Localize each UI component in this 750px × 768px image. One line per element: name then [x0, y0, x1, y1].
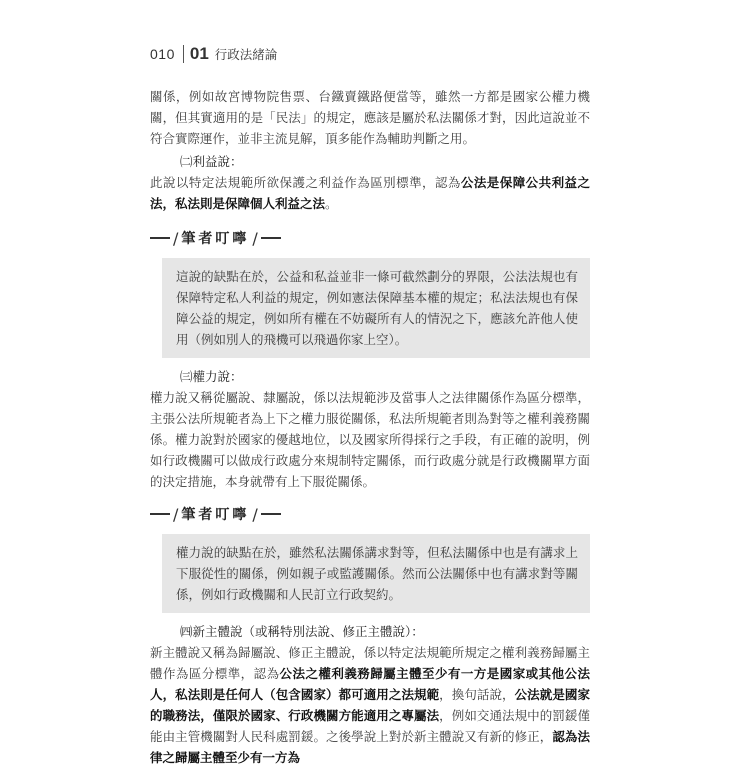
subject-text-c: ，換句話說，	[439, 687, 515, 702]
interest-text-a: 此說以特定法規範所欲保護之利益作為區別標準，認為	[150, 175, 461, 190]
power-theory-body: 權力說又稱從屬說、隸屬說，係以法規範涉及當事人之法律關係作為區分標準，主張公法所規範者為上下之權力服從關係，私法所規範者則為對等之權利義務關係。權力說對於國家的優越地位，以及國家所得採行之手段，有正確的說明，例如行政機關可以做成行政處分來規制特定關係，而行政處分就是行政機關單方面的決定措施，本身就帶有上下服從關係。	[150, 390, 590, 489]
subject-theory-heading: ㈣新主體說（或稱特別法說、修正主體說）：	[180, 624, 424, 639]
note-box-1: 這說的缺點在於，公益和私益並非一條可截然劃分的界限，公法法規也有保障特定私人利益的規定，例如憲法保障基本權的規定；私法法規也有保障公益的規定，例如所有權在不妨礙所有人的情況之下，應該允許他人使用（例如別人的飛機可以飛過你家上空）。	[162, 258, 590, 358]
page-content	[150, 86, 590, 768]
top-paragraph: 關係，例如故宮博物院售票、台鐵賣鐵路便當等，雖然一方都是國家公權力機關，但其實適用的是「民法」的規定，應該是屬於私法關係才對，因此這說並不符合實際運作，並非主流見解，頂多能作為輔助判斷之用。	[150, 89, 590, 146]
note-slash-right: /	[252, 504, 258, 524]
power-theory-heading: ㈢權力說：	[180, 369, 243, 384]
interest-text-b: 公法是保障公共利益之法，私法則是保障個人利益之法	[150, 175, 590, 211]
note-title-1: 筆者叮嚀	[181, 231, 250, 247]
note-rule-left	[150, 513, 170, 515]
note-rule-right	[261, 513, 281, 515]
note-rule-right	[261, 237, 281, 239]
note-heading-2	[150, 504, 590, 524]
chapter-number: 01	[189, 44, 209, 63]
note-slash-right: /	[252, 228, 258, 248]
note-title-2: 筆者叮嚀	[181, 507, 250, 523]
note-heading-1	[150, 228, 590, 248]
page-number: 010	[150, 46, 175, 62]
interest-theory-body	[150, 172, 590, 214]
interest-theory-heading: ㈡利益說：	[180, 154, 243, 169]
chapter-title: 行政法緒論	[214, 47, 278, 62]
subject-text-f: 認為法律之歸屬主體至少有一方為	[150, 729, 590, 765]
subject-text-e: ，例如交通法規中的罰鍰僅能由主管機關對人民科處罰鍰。之後學說上對於新主體說又有新的修正，	[150, 708, 590, 744]
subject-text-a: 新主體說又稱為歸屬說、修正主體說，係以特定法規範所規定之權利義務歸屬主體作為區分標準，認為	[150, 645, 590, 681]
note-slash-left: /	[173, 228, 179, 248]
subject-text-b: 公法之權利義務歸屬主體至少有一方是國家或其他公法人，私法則是任何人（包含國家）都可適用之法規範	[150, 666, 590, 702]
subject-theory-body	[150, 642, 590, 768]
note-box-2: 權力說的缺點在於，雖然私法關係講求對等，但私法關係中也是有講求上下服從性的關係，例如親子或監護關係。然而公法關係中也有講求對等關係，例如行政機關和人民訂立行政契約。	[162, 534, 590, 613]
header-divider	[183, 45, 184, 63]
note-slash-left: /	[173, 504, 179, 524]
interest-text-c: 。	[325, 196, 338, 211]
note-rule-left	[150, 237, 170, 239]
subject-text-d: 公法就是國家的職務法，僅限於國家、行政機關方能適用之專屬法	[150, 687, 590, 723]
page-header	[150, 44, 277, 64]
